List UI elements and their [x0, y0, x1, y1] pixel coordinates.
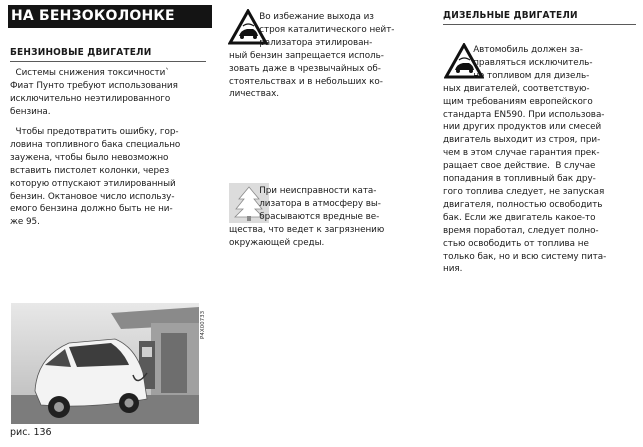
- environment-note-text: При неисправности ката- лизатора в атмосферу вы- брасываются вредные ве- щества, что ведет к загрязнению окружающей среды.: [229, 186, 385, 248]
- figure-caption: рис. 136: [10, 427, 52, 438]
- petrol-engines-heading: БЕНЗИНОВЫЕ ДВИГАТЕЛИ: [10, 47, 152, 58]
- heading-rule: [10, 61, 206, 62]
- heading-rule: [443, 24, 636, 25]
- diesel-fuel-warning-text: Автомобиль должен за- правляться исключитель- но топливом для дизель- ных двигателей, соответствую- щим требованиям европейского стандарта EN590. При использова- нии других продуктов или смесей двигатель выходит из строя, при- чем в этом случае гарантия прек- ращает свое действие. В случае попадания в топливный бак дру- гого топлива следует, не запуская двигателя, полностью освободить бак. Если же двигатель какое-то время поработал, следует полно- стью освободить от топлива не только бак, но и всю систему пита- ния.: [443, 45, 607, 275]
- petrol-paragraph-2: Чтобы предотвратить ошибку, гор- ловина топливного бака специально зауженa, чтобы было невозможно вставить пистолет колонки, через которую отпускают этилированный бензин. Октановое число использу- емого бензина должно быть не ни- же 95.: [10, 127, 181, 228]
- petrol-paragraph-1: Системы снижения токсичности` Фиат Пунто требуют использования исключительно неэтилированного бензина.: [10, 68, 178, 117]
- catalyst-warning-text: Во избежание выхода из строя каталитического нейт- рализатора этилирован- ный бензин запрещается исполь- зовать даже в чрезвычайных об- стоятельствах и в небольших ко- личествах.: [229, 12, 395, 100]
- fuel-station-photo: [11, 303, 199, 424]
- figure-code: P4X00733: [200, 310, 206, 339]
- diesel-engines-heading: ДИЗЕЛЬНЫЕ ДВИГАТЕЛИ: [443, 10, 578, 21]
- section-title: НА БЕНЗОКОЛОНКЕ: [8, 5, 212, 28]
